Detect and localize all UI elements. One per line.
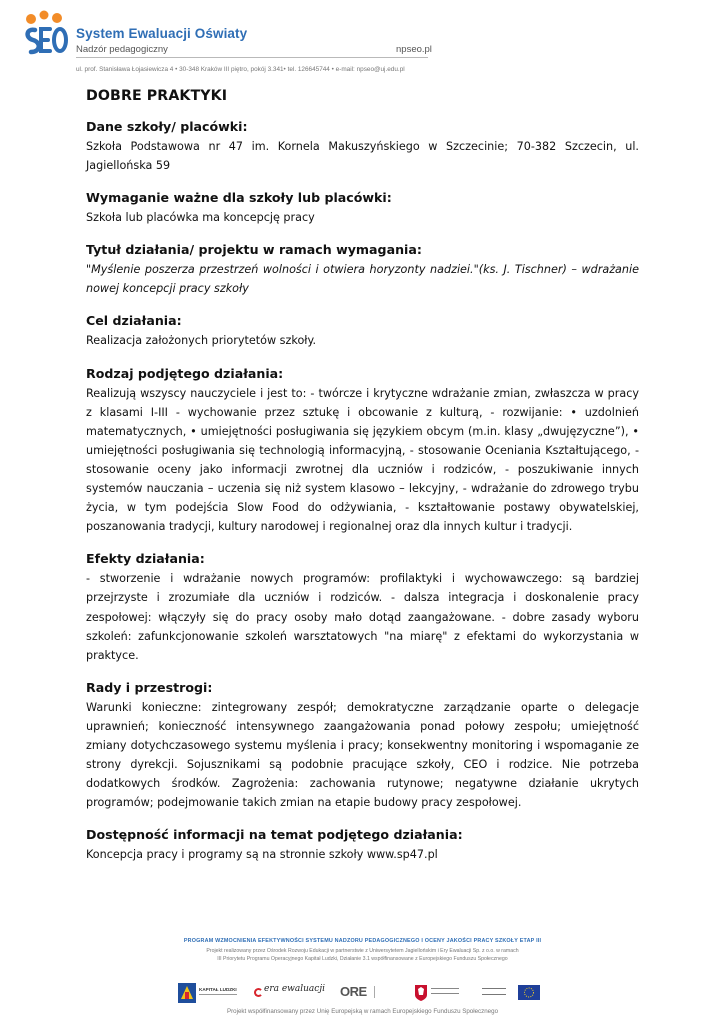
org-name: System Ewaluacji Oświaty bbox=[76, 26, 248, 41]
section-heading: Dane szkoły/ placówki: bbox=[86, 119, 248, 134]
ore-tagline bbox=[374, 986, 388, 998]
era-ewaluacji-logo bbox=[254, 982, 324, 1004]
section-heading: Rady i przestrogi: bbox=[86, 679, 213, 695]
ministry-logo bbox=[414, 982, 462, 1004]
section-text: "Myślenie poszerza przestrzeń wolności i otwiera horyzonty nadziei."(ks. J. Tischner) – wdrażanie nowej koncepcji pracy szkoły bbox=[86, 263, 639, 296]
footer-priority-line: III Priorytetu Programu Operacyjnego Kapitał Ludzki, Działanie 3.1 współfinansowane z Europejskiego Funduszu Społecznego bbox=[217, 956, 508, 962]
section-text: Szkoła lub placówka ma koncepcję pracy bbox=[86, 211, 315, 225]
section-school-data bbox=[86, 117, 639, 175]
section-heading: Cel działania: bbox=[86, 313, 182, 329]
section-effects bbox=[86, 549, 639, 664]
section-action-type bbox=[86, 364, 639, 537]
org-subtitle: Nadzór pedagogiczny bbox=[76, 44, 168, 55]
era-ewaluacji-label: era ewaluacji bbox=[264, 984, 326, 994]
section-text: - stworzenie i wdrażanie nowych programów: profilaktyki i wychowawczego: są bardziej przejrzyste i zrozumiałe dla uczniów i rodziców. - dalsza integracja i doskonalenie pracy zespołowej: włączyły się do pracy osoby mało dotąd zaangażowane. - dobre zasady wyboru szkoleń: zafunkcjonowanie szkoleń warsztatowych "na miarę" z efektami do wykorzystania w praktyce. bbox=[86, 572, 639, 662]
document-footer bbox=[0, 936, 725, 1024]
kapital-ludzki-logo bbox=[178, 982, 238, 1004]
university-logo bbox=[482, 982, 508, 1004]
footer-logos bbox=[178, 982, 550, 1006]
kapital-ludzki-icon bbox=[178, 983, 196, 1003]
section-text: Realizują wszyscy nauczyciele i jest to: - twórcze i krytyczne wdrażanie zmian, zwłaszcza w pracy z klasami I-III - wychowanie przez sztukę i obcowanie z kulturą, - rozwijanie: • uzdolnień matematycznych, • umiejętności posługiwania się językiem obcym (m.in. klasy „dwujęzyczne”), • umiejętności posługiwania się technologią informacyjną, - stosowanie Oceniania Kształtującego, - stosowanie oceny jako informacji zwrotnej dla uczniów i rodziców, - poszukiwanie innych systemów nauczania – uczenia się niż system klasowo – lekcyjny, - wdrażanie do zdrowego trybu życia, w tym podejścia Slow Food do odżywiania, - kształtowanie postawy obywatelskiej, poszanowania tradycji, kultury narodowej i regionalnej oraz dla innych kultur i tradycji. bbox=[86, 386, 639, 534]
section-text: Koncepcja pracy i programy są na stronnie szkoły www.sp47.pl bbox=[86, 848, 438, 862]
footer-program: PROGRAM WZMOCNIENIA EFEKTYWNOŚCI SYSTEMU NADZORU PEDAGOGICZNEGO I OCENY JAKOŚCI PRACY SZKOŁY ETAP III bbox=[183, 938, 542, 944]
letterhead bbox=[0, 0, 725, 80]
section-text: Realizacja założonych priorytetów szkoły. bbox=[86, 334, 317, 348]
eu-flag-logo bbox=[518, 982, 542, 1004]
section-project-title bbox=[86, 240, 639, 298]
org-url[interactable]: npseo.pl bbox=[396, 44, 432, 55]
seo-logo-icon bbox=[22, 10, 70, 64]
section-text: Szkoła Podstawowa nr 47 im. Kornela Makuszyńskiego w Szczecinie; 70-382 Szczecin, ul. Jagiellońska 59 bbox=[86, 140, 639, 173]
section-requirement bbox=[86, 188, 639, 227]
ministry-text-lines bbox=[431, 988, 459, 994]
ore-label: ORE bbox=[340, 984, 367, 999]
university-text-lines bbox=[482, 988, 506, 995]
section-heading: Tytuł działania/ projektu w ramach wymagania: bbox=[86, 242, 422, 258]
section-heading: Efekty działania: bbox=[86, 551, 205, 567]
footer-project-line: Projekt realizowany przez Ośrodek Rozwoju Edukacji w partnerstwie z Uniwersytetem Jagiellońskim i Ery Ewaluacji Sp. z o.o. w ramach bbox=[206, 948, 519, 954]
section-availability bbox=[86, 825, 639, 864]
era-swirl-icon bbox=[254, 988, 263, 997]
eagle-emblem-icon bbox=[414, 984, 428, 1002]
section-text: Warunki konieczne: zintegrowany zespół; demokratyczne zarządzanie oparte o delegacje uprawnień; konieczność intensywnego zaangażowania ponad połowy zespołu; umiejętność zmiany dotychczasowego systemu myślenia i pracy; konsekwentny monitoring i wspomaganie ze strony dyrekcji. Sojusznikami są podobnie pracujące szkoły, CEO i rodzice. Nie potrzeba dodatkowych środków. Zagrożenia: zachowania rutynowe; negatywne działanie ukrytych programów; podejmowanie takich zmian na etapie budowy pracy zespołowej. bbox=[86, 700, 639, 810]
section-heading: Rodzaj podjętego działania: bbox=[86, 365, 284, 381]
document-body bbox=[86, 88, 639, 877]
document-title: DOBRE PRAKTYKI bbox=[86, 88, 228, 104]
header-divider bbox=[76, 57, 428, 58]
section-goal bbox=[86, 311, 639, 350]
kapital-ludzki-label: KAPITAŁ LUDZKI bbox=[199, 987, 237, 992]
footer-cofinance: Projekt współfinansowany przez Unię Europejską w ramach Europejskiego Funduszu Społecznego bbox=[226, 1008, 499, 1015]
section-advice bbox=[86, 678, 639, 813]
eu-flag-icon bbox=[518, 985, 540, 1000]
kapital-ludzki-underline bbox=[199, 994, 237, 995]
section-heading: Wymaganie ważne dla szkoły lub placówki: bbox=[86, 190, 392, 206]
section-heading: Dostępność informacji na temat podjętego działania: bbox=[86, 827, 463, 843]
ore-logo bbox=[340, 982, 396, 1004]
org-address: ul. prof. Stanisława Łojasiewicza 4 • 30-348 Kraków III piętro, pokój 3.341• tel. 126645744 • e-mail: npseo@uj.edu.pl bbox=[76, 66, 405, 73]
